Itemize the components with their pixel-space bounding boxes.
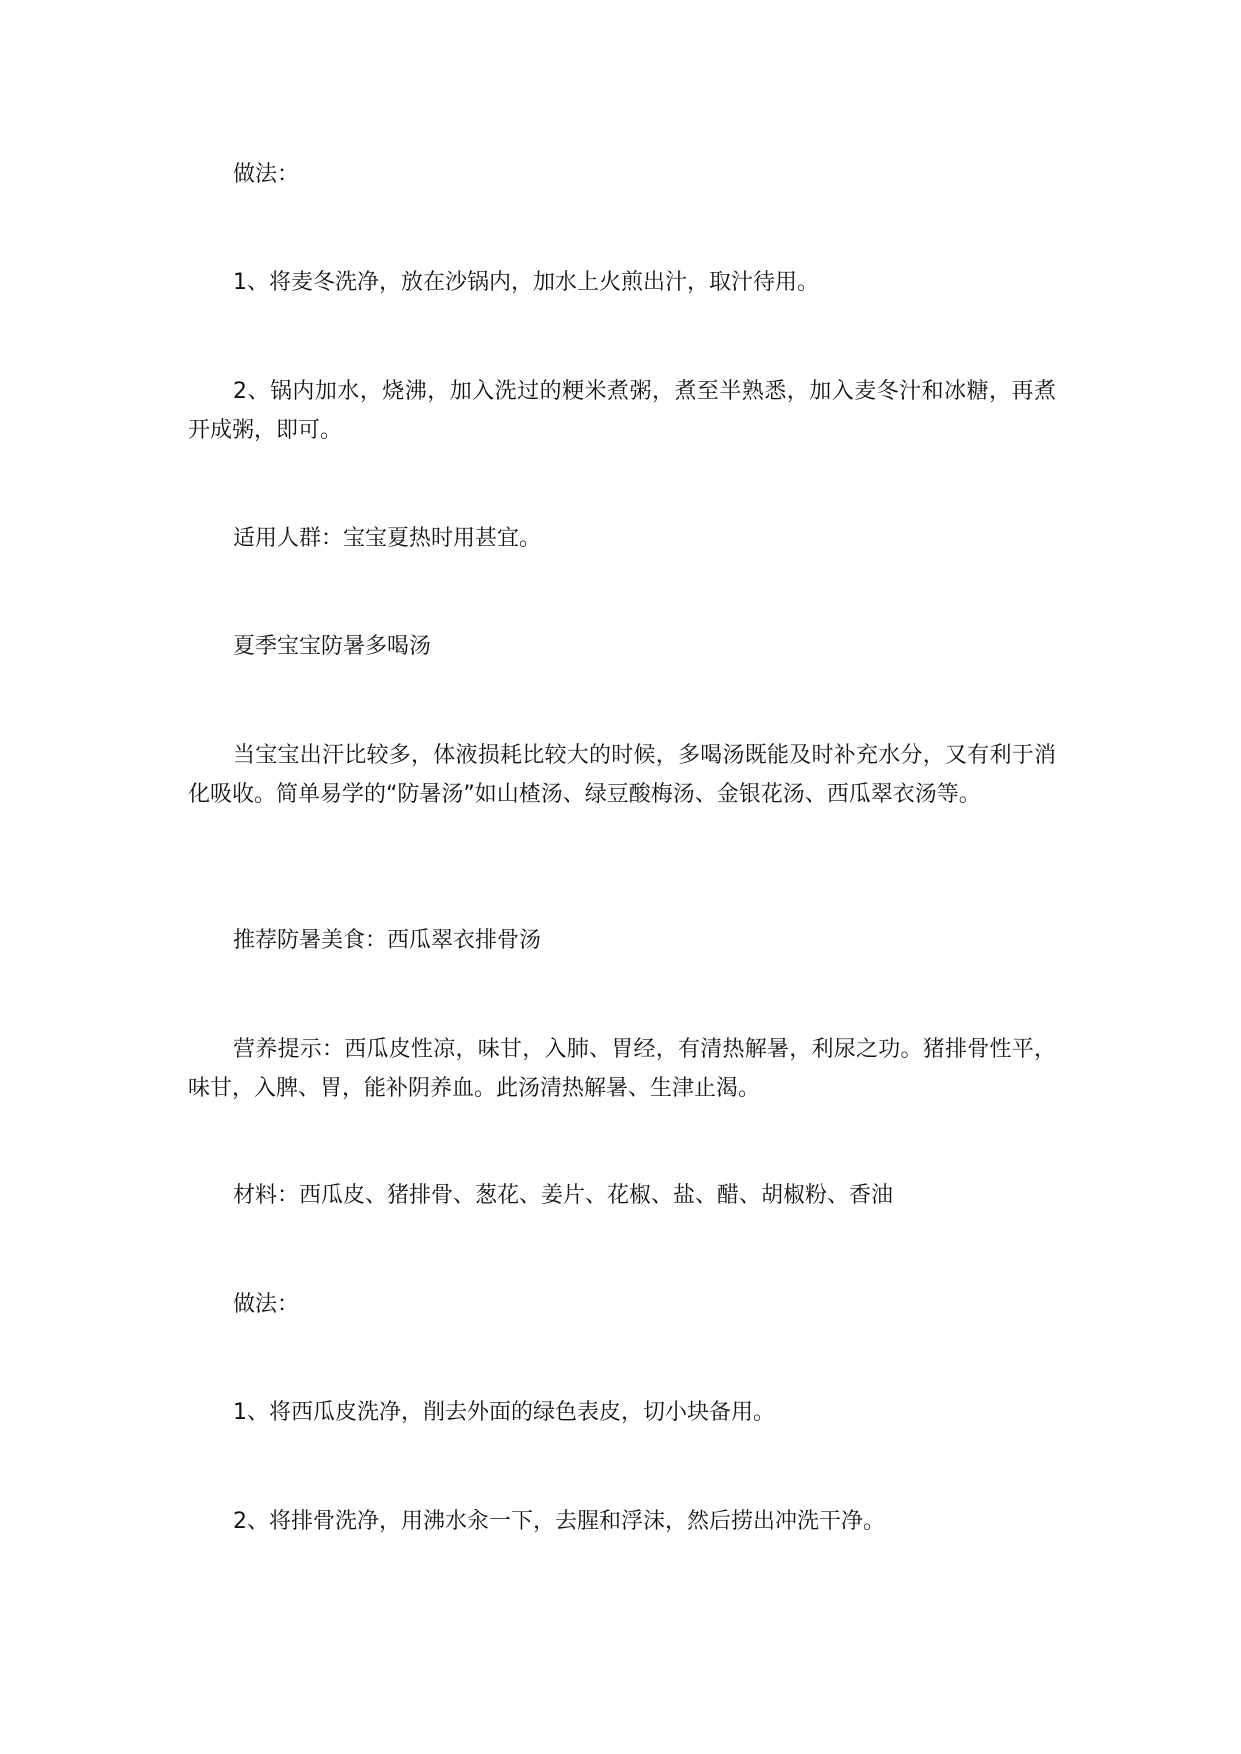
step-1-watermelon: 1、将西瓜皮洗净，削去外面的绿色表皮，切小块备用。 [233,1400,775,1425]
soup-intro: 当宝宝出汗比较多，体液损耗比较大的时候，多喝汤既能及时补充水分，又有利于消化吸收。简单易学的“防暑汤”如山楂汤、绿豆酸梅汤、金银花汤、西瓜翠衣汤等。 [188,743,1056,807]
suitable-people: 适用人群：宝宝夏热时用甚宜。 [233,526,542,551]
recommended-dish: 推荐防暑美食：西瓜翠衣排骨汤 [233,928,542,953]
nutrition-tip: 营养提示：西瓜皮性凉，味甘，入肺、胃经，有清热解暑，利尿之功。猪排骨性平，味甘，入脾、胃，能补阴养血。此汤清热解暑、生津止渴。 [188,1037,1056,1101]
step-2-ribs: 2、将排骨洗净，用沸水汆一下，去腥和浮沫，然后捞出冲洗干净。 [233,1509,885,1534]
method-heading-1: 做法： [233,162,300,187]
step-1-maidong: 1、将麦冬洗净，放在沙锅内，加水上火煎出汁，取汁待用。 [233,270,819,295]
method-heading-2: 做法： [233,1292,300,1317]
section-title-soup: 夏季宝宝防暑多喝汤 [233,634,432,659]
ingredients: 材料：西瓜皮、猪排骨、葱花、姜片、花椒、盐、醋、胡椒粉、香油 [233,1183,894,1208]
step-2-maidong: 2、锅内加水，烧沸，加入洗过的粳米煮粥，煮至半熟悉，加入麦冬汁和冰糖，再煮开成粥，即可。 [188,379,1056,443]
